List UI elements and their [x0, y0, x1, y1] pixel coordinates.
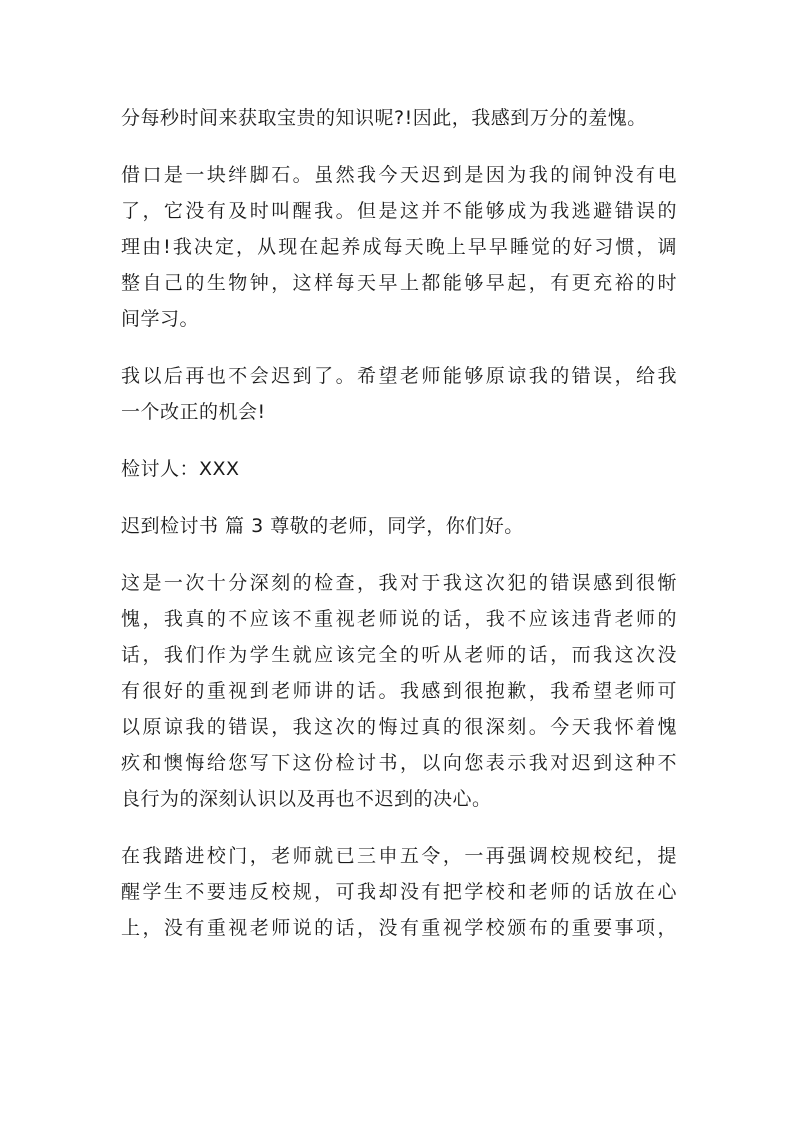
text-line: 借口是一块绊脚石。虽然我今天迟到是因为我的闹钟没有电	[121, 164, 677, 186]
paragraph-3	[121, 358, 677, 430]
text-line: 愧，我真的不应该不重视老师说的话，我不应该违背老师的	[121, 608, 677, 630]
paragraph-5	[121, 838, 677, 946]
paragraph-1	[121, 100, 677, 136]
text-line: 检讨人：XXX	[121, 458, 240, 480]
text-line: 有很好的重视到老师讲的话。我感到很抱歉，我希望老师可	[121, 680, 677, 702]
signature-line	[121, 451, 677, 487]
text-line: 上，没有重视老师说的话，没有重视学校颁布的重要事项，	[121, 917, 677, 939]
text-line: 分每秒时间来获取宝贵的知识呢?!因此，我感到万分的羞愧。	[121, 107, 647, 129]
text-line: 迟到检讨书 篇 3 尊敬的老师，同学，你们好。	[121, 515, 524, 537]
document-body	[121, 100, 677, 967]
text-line: 以原谅我的错误，我这次的悔过真的很深刻。今天我怀着愧	[121, 716, 677, 738]
text-line: 这是一次十分深刻的检查，我对于我这次犯的错误感到很惭	[121, 572, 677, 594]
text-line: 我以后再也不会迟到了。希望老师能够原谅我的错误，给我	[121, 365, 677, 387]
section-heading	[121, 508, 677, 544]
text-line: 了，它没有及时叫醒我。但是这并不能够成为我逃避错误的	[121, 200, 677, 222]
text-line: 话，我们作为学生就应该完全的听从老师的话，而我这次没	[121, 644, 677, 666]
text-line: 整自己的生物钟，这样每天早上都能够早起，有更充裕的时	[121, 272, 677, 294]
paragraph-2	[121, 157, 677, 337]
text-line: 一个改正的机会!	[121, 401, 266, 423]
text-line: 醒学生不要违反校规，可我却没有把学校和老师的话放在心	[121, 881, 677, 903]
text-line: 疚和懊悔给您写下这份检讨书，以向您表示我对迟到这种不	[121, 752, 677, 774]
text-line: 在我踏进校门，老师就已三申五令，一再强调校规校纪，提	[121, 845, 677, 867]
text-line: 理由!我决定，从现在起养成每天晚上早早睡觉的好习惯，调	[121, 236, 677, 258]
text-line: 间学习。	[121, 308, 200, 330]
paragraph-4	[121, 565, 677, 817]
text-line: 良行为的深刻认识以及再也不迟到的决心。	[121, 788, 492, 810]
